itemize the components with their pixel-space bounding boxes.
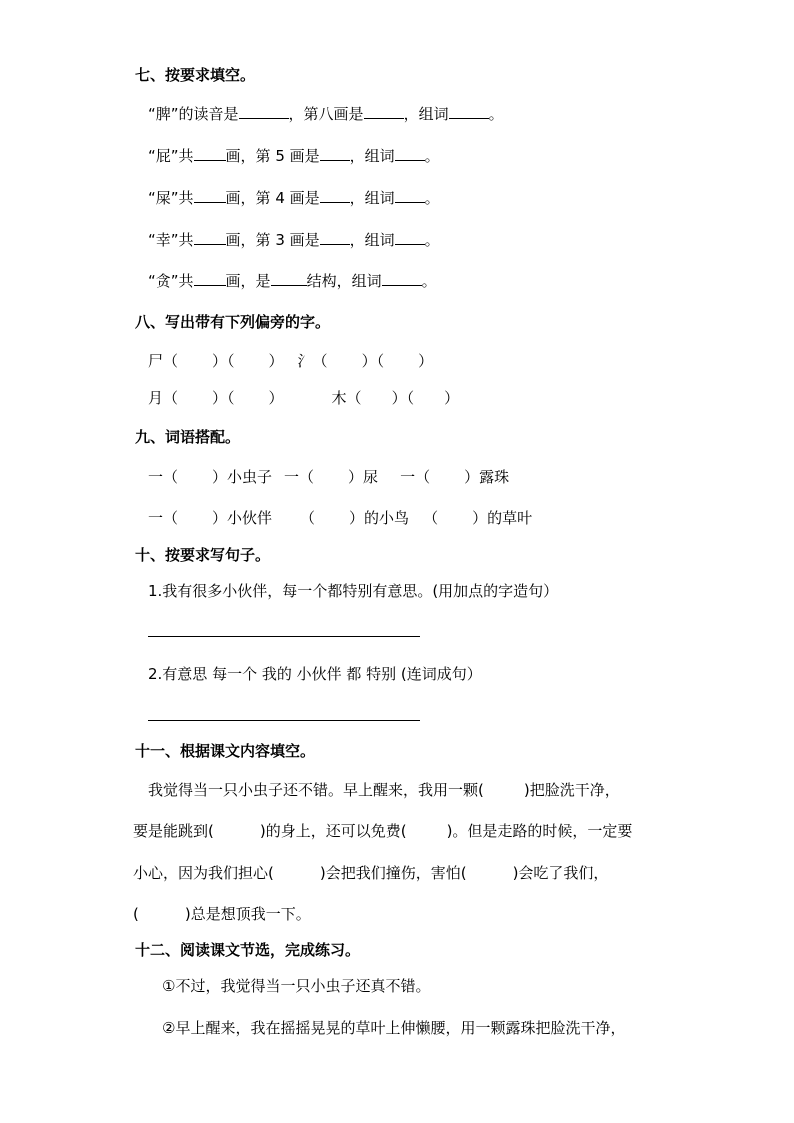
answer-blank[interactable]: [320, 188, 350, 203]
answer-blank[interactable]: [382, 271, 422, 286]
section-10-title: 十、按要求写句子。: [135, 546, 271, 564]
section-8-title: 八、写出带有下列偏旁的字。: [135, 313, 331, 331]
s11-para-line-4: ( )总是想顶我一下。: [133, 905, 311, 923]
answer-blank[interactable]: [320, 146, 350, 161]
answer-blank[interactable]: [194, 188, 226, 203]
s9-row-1: 一（ ）小虫子 一（ ）尿 一（ ）露珠: [148, 468, 510, 486]
section-11-title: 十一、根据课文内容填空。: [135, 742, 316, 760]
s10-question-1: 1.我有很多小伙伴，每一个都特别有意思。(用加点的字造句）: [148, 582, 559, 600]
s8-row-2: 月（ ）（ ） 木（ ）（ ）: [148, 389, 460, 407]
s11-para-line-3: 小心，因为我们担心( )会把我们撞伤，害怕( )会吃了我们，: [133, 864, 609, 882]
answer-blank[interactable]: [364, 104, 404, 119]
s11-para-line-1: 我觉得当一只小虫子还不错。早上醒来，我用一颗( )把脸洗干净，: [148, 781, 620, 799]
answer-blank[interactable]: [239, 104, 289, 119]
s7-line-3: “屎”共 画，第 4 画是 ，组词 。: [148, 189, 440, 207]
s7-line-2: “屁”共 画，第 5 画是 ，组词 。: [148, 147, 440, 165]
answer-blank[interactable]: [194, 271, 226, 286]
s11-para-line-2: 要是能跳到( )的身上，还可以免费( )。但是走路的时候，一定要: [133, 822, 633, 840]
s7-line-5: “贪”共 画，是 结构，组词 。: [148, 272, 437, 290]
answer-blank[interactable]: [194, 146, 226, 161]
s7-line-4: “幸”共 画，第 3 画是 ，组词 。: [148, 231, 440, 249]
section-12-title: 十二、阅读课文节选，完成练习。: [135, 941, 361, 959]
answer-blank[interactable]: [320, 230, 350, 245]
section-9-title: 九、词语搭配。: [135, 428, 241, 446]
answer-line[interactable]: [148, 720, 420, 721]
s9-row-2: 一（ ）小伙伴 （ ）的小鸟 （ ）的草叶: [148, 509, 533, 527]
answer-blank[interactable]: [271, 271, 307, 286]
s12-paragraph-2: ②早上醒来，我在摇摇晃晃的草叶上伸懒腰，用一颗露珠把脸洗干净，: [162, 1019, 626, 1037]
answer-blank[interactable]: [395, 188, 425, 203]
answer-line[interactable]: [148, 636, 420, 637]
s7-line-1: “脾”的读音是 ，第八画是 ，组词 。: [148, 105, 504, 123]
answer-blank[interactable]: [449, 104, 489, 119]
s10-question-2: 2.有意思 每一个 我的 小伙伴 都 特别 (连词成句）: [148, 665, 482, 683]
answer-blank[interactable]: [194, 230, 226, 245]
section-7-title: 七、按要求填空。: [135, 66, 256, 84]
answer-blank[interactable]: [395, 230, 425, 245]
answer-blank[interactable]: [395, 146, 425, 161]
s8-row-1: 尸（ ）（ ） 氵（ ）（ ）: [148, 352, 434, 370]
s12-paragraph-1: ①不过，我觉得当一只小虫子还真不错。: [162, 977, 431, 995]
